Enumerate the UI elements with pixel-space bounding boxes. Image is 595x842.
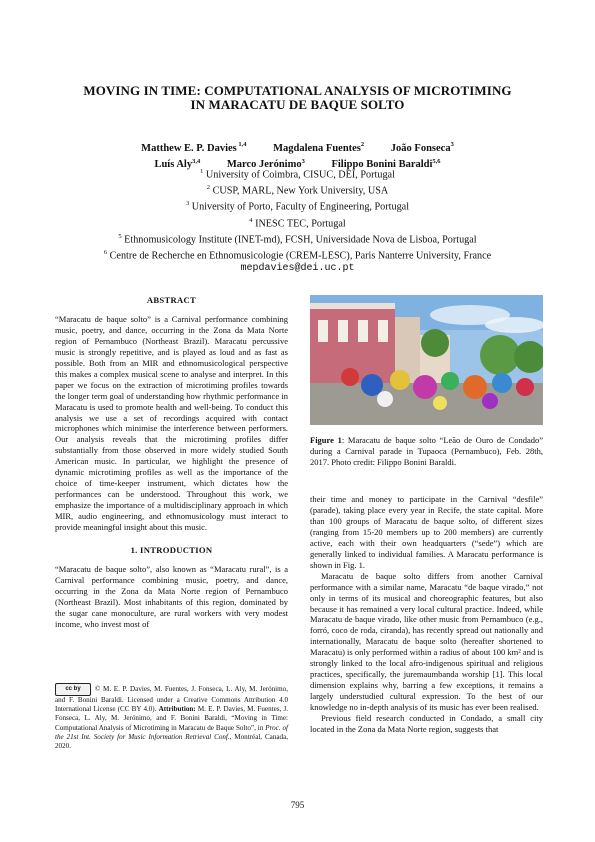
left-column [55,295,288,630]
parade-photo-illustration [310,295,543,425]
introduction-heading: 1. INTRODUCTION [130,545,213,556]
figure-1-photo [310,295,543,425]
figure-label: Figure 1 [310,435,342,445]
author: Marco Jerónimo$^3$ [226,157,305,170]
paragraph: their time and money to participate in the Carnival “desfile” (parade), taking place every year in Recife, the state capital. More than 100 groups of Maracatu de baque solto, of different sizes (ranging from 15-20 members up to 200 members) are currently active, each with their own headquarters (“sede”) which are generally linked to individual families. A Maracatu performance is shown in Fig. 1. [310,494,543,570]
affiliation: $^4$ INESC TEC, Portugal [249,216,346,229]
license-footnote: cc by © M. E. P. Davies, M. Fuentes, J. Fonseca, L. Aly, M. Jerónimo, and F. Bonini Baraldi. Licensed under a Creative Commons Attribution 4.0 International License (CC BY 4.0). Attribution: M. E. P. Davies, M. Fuentes, J. Fonseca, L. Aly, M. Jerónimo, and F. Bonini Baraldi, “Moving in Time: Computational Analysis of Microtiming in Maracatu de Baque Solto”, in Proc. of the 21st Int. Society for Music Information Retrieval Conf., Montréal, Canada, 2020. [55,683,288,751]
affiliation: $^2$ CUSP, MARL, New York University, USA [206,184,389,197]
author: Filippo Bonini Baraldi$^{5,6}$ [331,157,441,170]
intro-paragraph: “Maracatu de baque solto”, also known as “Maracatu rural”, is a Carnival performance combining music, poetry, and dance, occurring in the Zona da Mata Norte region of Pernambuco (Northeast Brazil). Most inhabitants of this region, dominated by the sugar cane monoculture, are rural workers with very modest income, who invest most of [55,563,288,629]
right-column [310,494,543,735]
affiliations [40,166,555,276]
title-line-2: IN MARACATU DE BAQUE SOLTO [190,97,405,112]
figure-1-caption [310,435,543,468]
author: Luís Aly$^{3,4}$ [154,157,201,170]
abstract-heading: ABSTRACT [146,295,197,305]
author-row-1 [40,138,555,155]
author: Matthew E. P. Davies $^{1,4}$ [141,141,247,154]
author: João Fonseca$^3$ [390,141,454,154]
paragraph: Previous field research conducted in Condado, a small city located in the Zona da Mata Norte region, suggests that [310,713,543,735]
author: Magdalena Fuentes$^2$ [273,141,365,154]
paper-title [40,84,555,112]
abstract-text: “Maracatu de baque solto” is a Carnival performance combining music, poetry, and dance, occurring in the Zona da Mata Norte region of Pernambuco (Northeast Brazil). Maracatu percussive music is strongly repetitive, and is played as loud and as fast as possible. Both from an MIR and ethnomusicological perspective this makes a complex musical scene to analyse and interpret. In this paper we focus on the extraction of microtiming profiles towards the longer term goal of understanding how rhythmic performance in Maracatu is used to promote health and well-being. To conduct this analysis we use a set of recordings acquired with contact microphones which minimise the interference between performers. Our analysis reveals that the microtiming profiles differ substantially from those observed in more widely studied South American music. In particular, we highlight the presence of dynamic microtiming profiles as well as the importance of the choice of time-keeper instrument, which dictates how the performances can be understood. Throughout this work, we emphasize the importance of a multidisciplinary approach in which MIR, audio engineering, and ethnomusicology must interact to provide meaningful insight about this music. [55,313,288,533]
affiliation: $^5$ Ethnomusicology Institute (INET-md), FCSH, Universidade Nova de Lisboa, Portugal [118,232,477,246]
cc-by-license-icon[interactable]: cc by [55,683,91,696]
page-number: 795 [290,800,305,810]
title-line-1: MOVING IN TIME: COMPUTATIONAL ANALYSIS OF MICROTIMING [83,83,512,98]
caption-text: : Maracatu de baque solto “Leão de Ouro de Condado” during a Carnival parade in Tupaoca (Pernambuco), Feb. 28th, 2017. Photo credit: Filippo Bonini Baraldi. [310,435,543,467]
affiliation: $^3$ University of Porto, Faculty of Engineering, Portugal [185,200,410,213]
paragraph: Maracatu de baque solto differs from another Carnival performance with a similar name, Maracatu “de baque virado,” not only in terms of its musical and choreographic features, but also because it has remained a very local cultural practice. Indeed, while Maracatu de baque virado, like other music from Pernambuco (e.g., forró, coco de roda, ciranda), has recently spread out nationally and internationally, Maracatu de baque solto (hereafter shortened to Maracatu) is only performed within a radius of about 100 km² and is strongly linked to the local afro-indigenous spiritual and religious practices, specifically, the juremaumbanda worship [1]. This local dimension explains why, barring a few exceptions, it remains a largely understudied cultural expression. To the best of our knowledge no in-depth analysis of its music has ever been realised. [310,570,543,713]
affiliation: $^1$ University of Coimbra, CISUC, DEI, Portugal [200,168,395,181]
contact-email[interactable]: mepdavies@dei.uc.pt [240,263,355,275]
affiliation: $^6$ Centre de Recherche en Ethnomusicologie (CREM-LESC), Paris Nanterre University, France [103,248,492,262]
